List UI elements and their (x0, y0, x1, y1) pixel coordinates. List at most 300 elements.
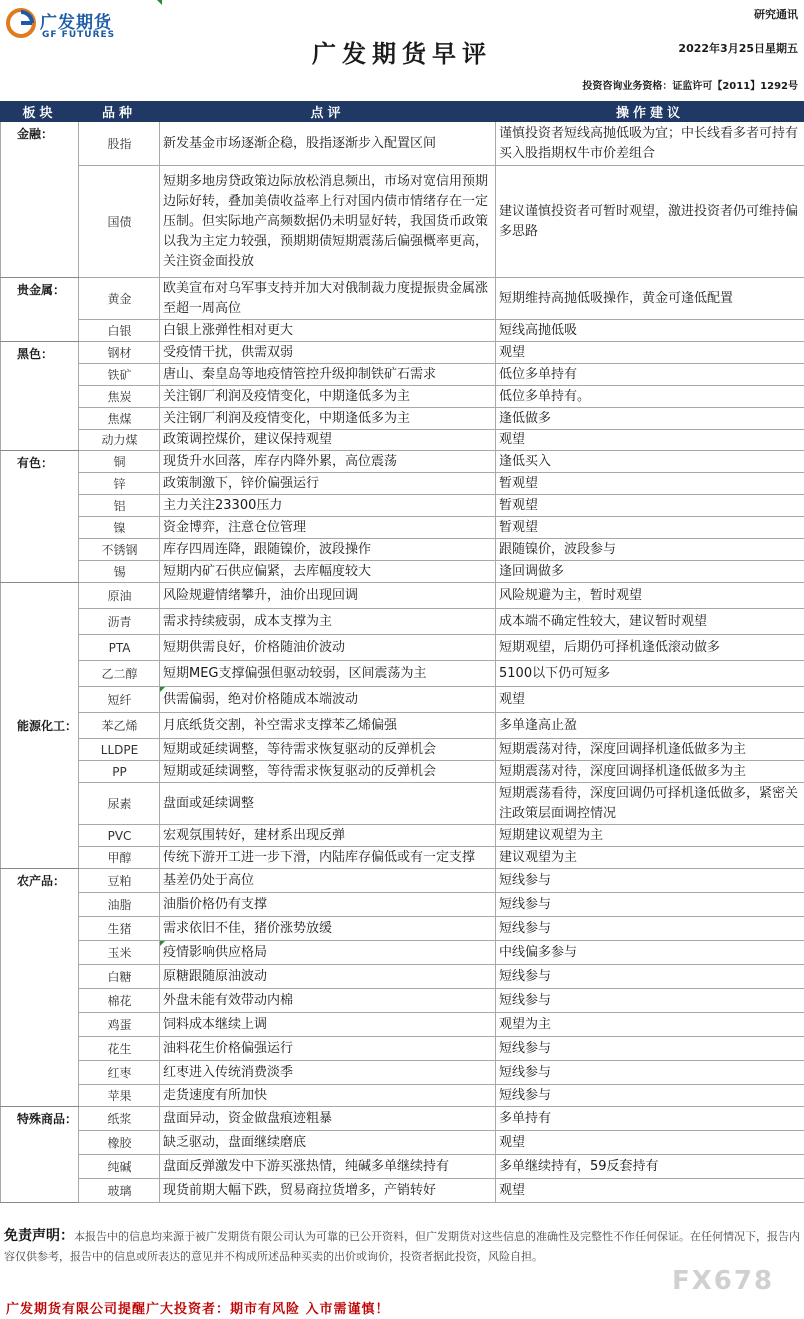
product-name (79, 989, 160, 1013)
advice-text-value: 短期建议观望为主 (499, 827, 604, 843)
comment-text (160, 539, 496, 561)
comment-text-value: 基差仍处于高位 (163, 872, 255, 888)
table-row (1, 635, 804, 661)
comment-text (160, 869, 496, 893)
product-name (79, 320, 160, 342)
comment-text-value: 宏观氛围转好，建材系出现反弹 (163, 827, 346, 843)
comment-text (160, 320, 496, 342)
comment-text (160, 430, 496, 451)
product-name-value: 白糖 (107, 969, 132, 984)
product-name (79, 430, 160, 451)
comment-text-value: 外盘未能有效带动内棉 (163, 992, 294, 1008)
table-row (1, 386, 804, 408)
table-row (1, 869, 804, 893)
advice-text-value: 建议观望为主 (499, 849, 578, 865)
sector-finance: 金融： (1, 122, 79, 278)
product-name (79, 386, 160, 408)
table-row (1, 408, 804, 430)
comment-text-value: 现货升水回落，库存内降外累，高位震荡 (163, 453, 398, 469)
comment-text (160, 739, 496, 761)
advice-text (496, 1131, 804, 1155)
comment-text-value: 资金博弈，注意仓位管理 (163, 519, 307, 535)
comment-text-value: 需求依旧不佳，猪价涨势放缓 (163, 920, 333, 936)
advice-text (496, 609, 804, 635)
comment-text (160, 583, 496, 609)
sector-nonferrous: 有色： (1, 451, 79, 583)
page-title: 广发期货早评 (312, 39, 492, 68)
advice-text-value: 风险规避为主，暂时观望 (499, 587, 643, 603)
table-row (1, 825, 804, 847)
comment-text (160, 364, 496, 386)
product-name (79, 739, 160, 761)
product-name-value: PP (112, 764, 127, 779)
product-name-value: 生猪 (107, 921, 132, 936)
advice-text-value: 暂观望 (499, 519, 539, 535)
comment-text (160, 1131, 496, 1155)
table-row (1, 989, 804, 1013)
comment-text (160, 989, 496, 1013)
product-name-value: 尿素 (107, 796, 132, 811)
comment-text-value: 疫情影响供应格局 (163, 944, 268, 960)
disclaimer-label: 免责声明： (4, 1228, 74, 1244)
product-name-value: 甲醇 (107, 850, 132, 865)
comment-text-value: 短期多地房贷政策边际放松消息频出，市场对宽信用预期边际好转，叠加美债收益率上行对国内债市情绪存在一定压制。但实际地产高频数据仍未明显好转，我国货币政策以我为主定力较强，预期期债短期震荡后偏强概率更高，关注资金面投放 (163, 173, 489, 269)
comment-text-value: 欧美宣布对乌军事支持并加大对俄制裁力度提振贵金属涨至超一周高位 (163, 280, 489, 316)
product-name-value: 白银 (107, 323, 132, 338)
product-name-value: 动力煤 (101, 433, 138, 447)
comment-text (160, 451, 496, 473)
product-name (79, 917, 160, 941)
table-row (1, 451, 804, 473)
advice-text (496, 989, 804, 1013)
sector-ferrous: 黑色： (1, 342, 79, 451)
table-row (1, 847, 804, 869)
table-row (1, 1179, 804, 1203)
product-name (79, 713, 160, 739)
advice-text-value: 观望 (499, 432, 526, 447)
advice-text (496, 473, 804, 495)
table-row (1, 893, 804, 917)
product-name (79, 609, 160, 635)
comment-text-value: 油料花生价格偏强运行 (163, 1040, 294, 1056)
advice-text (496, 1155, 804, 1179)
advice-text (496, 561, 804, 583)
comment-text-value: 缺乏驱动，盘面继续磨底 (163, 1134, 307, 1150)
table-row (1, 278, 804, 320)
advice-text-value: 逢回调做多 (499, 563, 565, 579)
advice-text-value: 短期震荡对待，深度回调择机逢低做多为主 (499, 741, 747, 757)
comment-text (160, 1179, 496, 1203)
advice-text-value: 观望为主 (499, 1016, 552, 1032)
advice-text-value: 成本端不确定性较大，建议暂时观望 (499, 613, 708, 629)
advice-text-value: 短线高抛低吸 (499, 322, 578, 338)
comment-text (160, 761, 496, 783)
comment-text-value: 盘面或延续调整 (163, 795, 255, 811)
product-name-value: 橡胶 (107, 1135, 132, 1150)
product-name-value: 股指 (107, 136, 132, 151)
advice-text (496, 965, 804, 989)
table-row (1, 1013, 804, 1037)
product-name (79, 561, 160, 583)
comment-text (160, 635, 496, 661)
comment-text-value: 盘面反弹激发中下游买涨热情，纯碱多单继续持有 (163, 1158, 450, 1174)
product-name-value: PVC (107, 828, 132, 843)
product-name-value: 铁矿 (107, 367, 132, 382)
product-name (79, 869, 160, 893)
advice-text-value: 短线参与 (499, 1040, 552, 1056)
table-row (1, 1107, 804, 1131)
product-name (79, 342, 160, 364)
table-row (1, 122, 804, 166)
comment-text (160, 687, 496, 713)
product-name (79, 583, 160, 609)
logo-en-text: GF FUTURES (42, 30, 116, 40)
sector-agri: 农产品： (1, 869, 79, 1107)
comment-text-value: 饲料成本继续上调 (163, 1016, 268, 1032)
product-name-value: 不锈钢 (101, 542, 138, 557)
product-name (79, 408, 160, 430)
comment-text-value: 需求持续疲弱，成本支撑为主 (163, 613, 333, 629)
table-row (1, 609, 804, 635)
product-name (79, 687, 160, 713)
advice-text (496, 869, 804, 893)
product-name (79, 1085, 160, 1107)
advice-text (496, 517, 804, 539)
comment-text-value: 供需偏弱，绝对价格随成本端波动 (163, 691, 359, 707)
disclaimer (0, 1226, 804, 1267)
advice-text (496, 364, 804, 386)
product-name-value: 鸡蛋 (107, 1017, 132, 1032)
report-type: 研究通讯 (754, 8, 798, 21)
product-name-value: 焦煤 (107, 411, 132, 426)
comment-text-value: 新发基金市场逐渐企稳，股指逐渐步入配置区间 (163, 135, 437, 151)
sector-special: 特殊商品： (1, 1107, 79, 1203)
product-name-value: 花生 (107, 1041, 132, 1056)
product-name (79, 451, 160, 473)
comment-text-value: 红枣进入传统消费淡季 (163, 1064, 294, 1080)
table-row (1, 965, 804, 989)
table-row (1, 1085, 804, 1107)
advice-text-value: 多单持有 (499, 1110, 552, 1126)
comment-text (160, 495, 496, 517)
advice-text (496, 635, 804, 661)
license-number: 投资咨询业务资格：证监许可【2011】1292号 (582, 81, 798, 92)
product-name (79, 1131, 160, 1155)
table-row (1, 342, 804, 364)
report-header (0, 0, 804, 100)
advice-text (496, 739, 804, 761)
product-name (79, 1155, 160, 1179)
comment-text (160, 1155, 496, 1179)
product-name-value: 锡 (113, 564, 126, 579)
product-name (79, 761, 160, 783)
advice-text-value: 建议谨慎投资者可暂时观望，激进投资者仍可维持偏多思路 (499, 203, 799, 239)
product-name-value: 红枣 (107, 1065, 132, 1080)
advice-text-value: 谨慎投资者短线高抛低吸为宜；中长线看多者可持有买入股指期权牛市价差组合 (499, 125, 799, 161)
comment-text-value: 油脂价格仍有支撑 (163, 896, 268, 912)
advice-text-value: 逢低买入 (499, 453, 552, 469)
comment-text (160, 1013, 496, 1037)
advice-text (496, 941, 804, 965)
advice-text (496, 583, 804, 609)
comment-text (160, 783, 496, 825)
product-name (79, 495, 160, 517)
comment-text-value: 传统下游开工进一步下滑，内陆库存偏低或有一定支撑 (163, 849, 476, 865)
advice-text-value: 多单逢高止盈 (499, 717, 578, 733)
product-name (79, 473, 160, 495)
comment-text-value: 关注钢厂利润及疫情变化，中期逢低多为主 (163, 410, 411, 426)
comment-text (160, 166, 496, 278)
table-row (1, 495, 804, 517)
comment-text (160, 408, 496, 430)
advice-text-value: 短线参与 (499, 872, 552, 888)
advice-text-value: 观望 (499, 344, 526, 360)
advice-text-value: 低位多单持有。 (499, 388, 591, 404)
advice-text-value: 短期观望，后期仍可择机逢低滚动做多 (499, 639, 721, 655)
product-name (79, 278, 160, 320)
product-name-value: 黄金 (107, 291, 132, 306)
product-name (79, 1061, 160, 1085)
product-name-value: 棉花 (107, 993, 132, 1008)
comment-text (160, 386, 496, 408)
table-row (1, 687, 804, 713)
advice-text (496, 761, 804, 783)
advice-text (496, 917, 804, 941)
advice-text (496, 1107, 804, 1131)
advice-text-value: 短期维持高抛低吸操作，黄金可逢低配置 (499, 290, 734, 306)
advice-text (496, 1013, 804, 1037)
comment-text (160, 122, 496, 166)
product-name (79, 1107, 160, 1131)
product-name (79, 783, 160, 825)
advice-text-value: 短期震荡看待，深度回调仍可择机逢低做多，紧密关注政策层面调控情况 (499, 785, 799, 821)
product-name-value: 沥青 (107, 614, 132, 629)
disclaimer-text: 本报告中的信息均来源于被广发期货有限公司认为可靠的已公开资料，但广发期货对这些信息的准确性及完整性不作任何保证。在任何情况下，报告内容仅供参考，报告中的信息或所表达的意见并不构成所述品种买卖的出价或询价，投资者据此投资，风险自担。 (4, 1230, 800, 1263)
column-header-product: 品种 (79, 102, 160, 122)
product-name-value: 豆粕 (107, 873, 132, 888)
comment-text (160, 561, 496, 583)
advice-text-value: 跟随镍价，波段参与 (499, 541, 617, 557)
advice-text-value: 短线参与 (499, 968, 552, 984)
product-name-value: 乙二醇 (101, 666, 138, 681)
table-row (1, 1037, 804, 1061)
product-name (79, 893, 160, 917)
product-name (79, 825, 160, 847)
advice-text (496, 1037, 804, 1061)
table-row (1, 1155, 804, 1179)
advice-text-value: 多单继续持有，59反套持有 (499, 1158, 659, 1174)
table-row (1, 713, 804, 739)
comment-text (160, 609, 496, 635)
advice-text (496, 713, 804, 739)
column-header-comment: 点评 (160, 102, 496, 122)
product-name-value: 苹果 (107, 1088, 132, 1103)
product-name-value: 纯碱 (107, 1159, 132, 1174)
table-row (1, 1061, 804, 1085)
comment-text (160, 1037, 496, 1061)
advice-text-value: 观望 (499, 1134, 526, 1150)
comment-text-value: 库存四周连降，跟随镍价，波段操作 (163, 541, 372, 557)
advice-text (496, 1085, 804, 1107)
advice-text (496, 386, 804, 408)
advice-text (496, 1179, 804, 1203)
comment-text (160, 342, 496, 364)
comment-text-value: 风险规避情绪攀升，油价出现回调 (163, 587, 359, 603)
advice-text-value: 暂观望 (499, 497, 539, 513)
product-name (79, 1037, 160, 1061)
logo-cn-text: 广发期货 (40, 13, 112, 33)
comment-text (160, 965, 496, 989)
table-row (1, 539, 804, 561)
product-name (79, 1179, 160, 1203)
advice-text (496, 1061, 804, 1085)
advice-text-value: 短线参与 (499, 992, 552, 1008)
advice-text-value: 短线参与 (499, 920, 552, 936)
advice-text (496, 661, 804, 687)
product-name (79, 965, 160, 989)
comment-text (160, 278, 496, 320)
product-name-value: 短纤 (107, 692, 132, 707)
comment-text (160, 661, 496, 687)
comment-text-value: 月底纸货交割，补空需求支撑苯乙烯偏强 (163, 717, 398, 733)
product-name-value: LLDPE (100, 742, 139, 757)
comment-text (160, 893, 496, 917)
advice-text (496, 893, 804, 917)
product-name (79, 847, 160, 869)
table-row (1, 941, 804, 965)
commentary-table (0, 101, 804, 1203)
product-name (79, 122, 160, 166)
advice-text-value: 观望 (499, 1182, 526, 1198)
comment-text-value: 短期MEG支撑偏强但驱动较弱，区间震荡为主 (163, 665, 427, 681)
product-name (79, 539, 160, 561)
advice-text (496, 687, 804, 713)
table-row (1, 364, 804, 386)
comment-text-value: 白银上涨弹性相对更大 (163, 322, 294, 338)
product-name (79, 941, 160, 965)
table-row (1, 583, 804, 609)
table-header-row (1, 102, 804, 122)
watermark: FX678 (672, 1266, 775, 1296)
comment-text-value: 现货前期大幅下跌，贸易商拉货增多，产销转好 (163, 1182, 437, 1198)
advice-text-value: 短线参与 (499, 1087, 552, 1103)
table-row (1, 320, 804, 342)
product-name-value: 镍 (113, 520, 126, 535)
product-name-value: PTA (108, 640, 131, 655)
table-row (1, 783, 804, 825)
sector-energy: 能源化工： (1, 583, 79, 869)
advice-text (496, 430, 804, 451)
comment-text (160, 1061, 496, 1085)
product-name-value: 铝 (113, 498, 126, 513)
product-name (79, 166, 160, 278)
product-name (79, 1013, 160, 1037)
table-row (1, 661, 804, 687)
comment-text-value: 盘面异动，资金做盘痕迹粗暴 (163, 1110, 333, 1126)
comment-text (160, 1107, 496, 1131)
comment-text-value: 受疫情干扰，供需双弱 (163, 344, 294, 360)
product-name-value: 焦炭 (107, 389, 132, 404)
comment-text (160, 847, 496, 869)
product-name (79, 635, 160, 661)
product-name-value: 油脂 (107, 897, 132, 912)
product-name (79, 517, 160, 539)
comment-text (160, 713, 496, 739)
product-name-value: 玉米 (107, 945, 132, 960)
comment-text-value: 短期内矿石供应偏紧，去库幅度较大 (163, 563, 372, 579)
product-name (79, 661, 160, 687)
table-row (1, 1131, 804, 1155)
comment-text (160, 825, 496, 847)
sector-precious: 贵金属： (1, 278, 79, 342)
table-row (1, 166, 804, 278)
product-name (79, 364, 160, 386)
comment-text-value: 短期或延续调整，等待需求恢复驱动的反弹机会 (163, 741, 437, 757)
table-row (1, 761, 804, 783)
table-row (1, 917, 804, 941)
table-row (1, 561, 804, 583)
column-header-sector: 板块 (1, 102, 79, 122)
advice-text-value: 短线参与 (499, 896, 552, 912)
advice-text-value: 暂观望 (499, 475, 539, 491)
advice-text (496, 495, 804, 517)
product-name-value: 国债 (107, 214, 132, 229)
product-name-value: 铜 (113, 454, 126, 469)
advice-text-value: 逢低做多 (499, 410, 552, 426)
comment-text (160, 1085, 496, 1107)
advice-text-value: 观望 (499, 691, 526, 707)
comment-text (160, 917, 496, 941)
table-row (1, 739, 804, 761)
comment-text (160, 517, 496, 539)
comment-text-value: 政策调控煤价，建议保持观望 (163, 432, 333, 447)
table-row (1, 517, 804, 539)
comment-text-value: 政策制激下，锌价偏强运行 (163, 475, 320, 491)
advice-text (496, 122, 804, 166)
product-name-value: 原油 (107, 588, 132, 603)
comment-text-value: 关注钢厂利润及疫情变化，中期逢低多为主 (163, 388, 411, 404)
advice-text (496, 342, 804, 364)
advice-text (496, 166, 804, 278)
advice-text-value: 短期震荡对待，深度回调择机逢低做多为主 (499, 763, 747, 779)
advice-text (496, 825, 804, 847)
advice-text (496, 278, 804, 320)
table-row (1, 473, 804, 495)
comment-text-value: 走货速度有所加快 (163, 1087, 268, 1103)
advice-text (496, 783, 804, 825)
comment-text-value: 原糖跟随原油波动 (163, 968, 268, 984)
product-name-value: 苯乙烯 (101, 718, 138, 733)
advice-text-value: 中线偏多参与 (499, 944, 578, 960)
comment-text-value: 唐山、秦皇岛等地疫情管控升级抑制铁矿石需求 (163, 366, 437, 382)
comment-text-value: 短期供需良好，价格随油价波动 (163, 639, 346, 655)
comment-text (160, 473, 496, 495)
column-header-advice: 操作建议 (496, 102, 804, 122)
comment-text (160, 941, 496, 965)
advice-text-value: 低位多单持有 (499, 366, 578, 382)
advice-text-value: 5100以下仍可短多 (499, 665, 611, 681)
advice-text (496, 451, 804, 473)
product-name-value: 钢材 (107, 345, 132, 360)
advice-text (496, 847, 804, 869)
product-name-value: 玻璃 (107, 1183, 132, 1198)
advice-text (496, 408, 804, 430)
comment-text-value: 短期或延续调整，等待需求恢复驱动的反弹机会 (163, 763, 437, 779)
table-row (1, 430, 804, 451)
risk-warning: 广发期货有限公司提醒广大投资者：期市有风险 入市需谨慎！ (6, 1302, 390, 1317)
advice-text-value: 短线参与 (499, 1064, 552, 1080)
advice-text (496, 320, 804, 342)
